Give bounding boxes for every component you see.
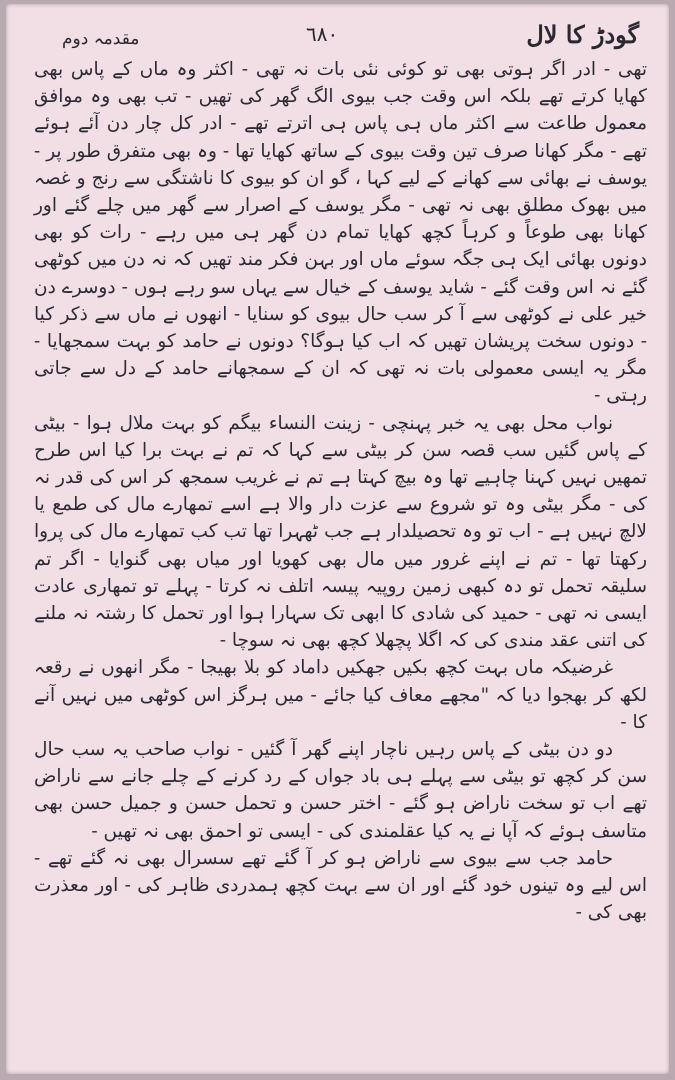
paragraph-1: تھی - ادر اگر ہوتی بھی تو کوئی نئی بات نہ تھی - اکثر وہ ماں کے پاس بھی کھایا کرتے تھے بلکہ اس وقت جب بیوی الگ گھر کی تھیں - تب بھی وہ موافق معمول طاعت سے اکثر ماں ہی پاس ہی اترتے تھے - ادر کل چار دن آئے ہوئے تھے - مگر کھانا صرف تین وقت بیوی کے ساتھ کھایا تھا - وہ بھی متفرق طور پر - یوسف نے بھائی سے کھانے کے لیے کہا ، گو ان کو بیوی کا ناشتگی سے رنج و غصہ میں بھوک مطلق بھی نہ تھی - مگر یوسف کے اصرار سے گھر میں چلے گئے اور کھانا بھی طوعاً و کرہاً کچھ کھایا تمام دن گھر ہی میں رہے - رات کو بھی دونوں بھائی ایک ہی جگہ سوئے ماں اور بہن فکر مند تھیں کہ نہ دن میں کوٹھی گئے نہ اس وقت گئے - شاید یوسف کے خیال سے یہاں سو رہے ہوں - دوسرے دن خیر علی نے کوٹھی سے آ کر سب حال بیوی کو سنایا - انھوں نے ماں سے ذکر کیا - دونوں سخت پریشان تھیں کہ اب کیا ہوگا؟ دونوں نے حامد کو بہت سمجھایا - مگر یہ ایسی معمولی بات نہ تھی کہ ان کے سمجھانے حامد کے دل سے جاتی رہتی - xyxy=(34,59,647,407)
book-page xyxy=(6,4,669,1074)
paragraph-2: نواب محل بھی یہ خبر پہنچی - زینت النساء بیگم کو بہت ملال ہوا - بیٹی کے پاس گئیں سب قصہ سن کر بیٹی سے کہا کہ تم نے بہت برا کیا اس طرح تمھیں نہیں کہنا چاہیے تھا وہ بیچ کہتا ہے تم نے غریب سمجھ کر اس کی قدر نہ کی - مگر بیٹی وہ تو شروع سے عزت دار والا ہے اسے تمھارے مال کی طمع یا لالچ نہیں ہے - اب تو وہ تحصیلدار ہے جب ٹھہرا تھا تب کب تمھارے مال کی پروا رکھتا تھا - تم نے اپنے غرور میں مال بھی کھویا اور میاں بھی گنوایا - اگر تم سلیقہ تحمل تو دہ کبھی زمین روپیہ پیسہ اتلف نہ کرتا - پہلے تو تمھاری عادت ایسی نہ تھی - حمید کی شادی کا ابھی تک سہارا ہوا اور تحمل کا رشتہ نہ ملنے کی اتنی عقد مندی کی کہ اگلا پچھلا کچھ بھی نہ سوچا - xyxy=(34,412,647,652)
paragraph-4: دو دن بیٹی کے پاس رہیں ناچار اپنے گھر آ گئیں - نواب صاحب یہ سب حال سن کر کچھ تو بیٹی سے پہلے ہی باد جواں کے رد کرنے کے چلے جانے سے ناراض تھے اب تو سخت ناراض ہو گئے - اختر حسن و تحمل حسن و جمیل حسن بھی متاسف ہوئے کہ آپا نے یہ کیا عقلمندی کی - ایسی تو احمق بھی نہ تھیں - xyxy=(34,739,647,842)
page-body xyxy=(34,56,647,927)
page-header xyxy=(6,16,669,56)
paragraph-5: حامد جب سے بیوی سے ناراض ہو کر آ گئے تھے سسرال بھی نہ گئے تھے - اس لیے وہ تینوں خود گئے اور ان سے بہت کچھ ہمدردی ظاہر کی - اور معذرت بھی کی - xyxy=(34,847,647,924)
running-title: گودڑ کا لال xyxy=(526,20,639,49)
page-number: ٦٨٠ xyxy=(306,22,339,46)
paragraph-3: غرضیکہ ماں بہت کچھ بکیں جھکیں داماد کو بلا بھیجا - مگر انھوں نے رقعہ لکھ کر بھجوا دیا کہ "مجھے معاف کیا جائے - میں ہرگز اس کوٹھی میں نہیں آنے کا - xyxy=(34,657,647,733)
header-section-label: مقدمہ دوم xyxy=(62,29,140,49)
